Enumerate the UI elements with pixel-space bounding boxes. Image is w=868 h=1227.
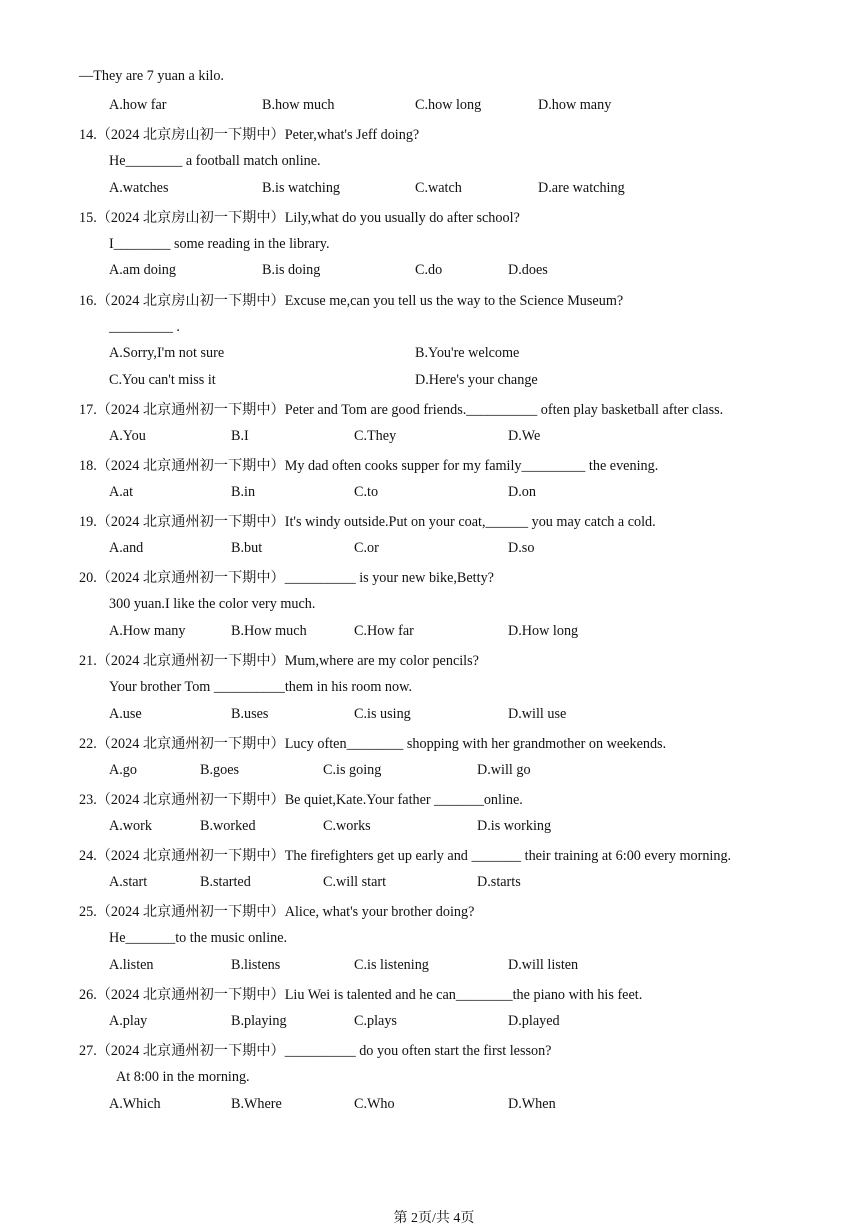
option-c: C.plays [354,1013,397,1029]
question-18: 18.（2024 北京通州初一下期中）My dad often cooks supper for my family_________ the evening. [79,458,659,474]
option-a: A.watches [109,180,169,196]
option-d: D.so [508,540,535,556]
question-27: 27.（2024 北京通州初一下期中）__________ do you often start the first lesson? [79,1043,552,1059]
option-d: D.is working [477,818,552,834]
option-a: A.listen [109,957,154,973]
option-a: A.start [109,874,148,890]
options-row [0,874,868,894]
option-c: C.do [415,262,443,278]
option-d: D.How long [508,623,579,639]
question-15: 15.（2024 北京房山初一下期中）Lily,what do you usually do after school? [79,210,520,226]
option-b: B.listens [231,957,281,973]
option-b: B.but [231,540,263,556]
options-row [0,818,868,838]
option-b: B.is doing [262,262,321,278]
option-a: A.work [109,818,152,834]
option-d: D.We [508,428,541,444]
option-a: A.Sorry,I'm not sure [109,345,225,361]
question-14: 14.（2024 北京房山初一下期中）Peter,what's Jeff doing? [79,127,420,143]
option-c: C.How far [354,623,414,639]
option-c: C.Who [354,1096,395,1112]
option-b: B.in [231,484,256,500]
question-16: 16.（2024 北京房山初一下期中）Excuse me,can you tell us the way to the Science Museum? [79,293,624,309]
question-23: 23.（2024 北京通州初一下期中）Be quiet,Kate.Your father _______online. [79,792,523,808]
options-row [0,1013,868,1033]
option-d: D.on [508,484,536,500]
option-d: D.When [508,1096,556,1112]
options-row [0,97,868,117]
option-a: A.You [109,428,146,444]
option-d: D.does [508,262,548,278]
options-row [0,428,868,448]
options-row [0,957,868,977]
option-a: A.How many [109,623,186,639]
option-b: B.is watching [262,180,341,196]
answer-line: 300 yuan.I like the color very much. [109,596,316,612]
option-b: B.You're welcome [415,345,520,361]
option-b: B.how much [262,97,335,113]
options-row [0,484,868,504]
answer-line: At 8:00 in the morning. [116,1069,250,1085]
options-row [0,540,868,560]
option-b: B.playing [231,1013,287,1029]
option-a: A.and [109,540,144,556]
answer-line: Your brother Tom __________them in his room now. [109,679,412,695]
option-d: D.Here's your change [415,372,538,388]
option-b: B.uses [231,706,269,722]
option-a: A.at [109,484,134,500]
option-b: B.worked [200,818,256,834]
option-a: A.am doing [109,262,176,278]
answer-line: He_______to the music online. [109,930,288,946]
question-19: 19.（2024 北京通州初一下期中）It's windy outside.Put on your coat,______ you may catch a cold. [79,514,656,530]
option-d: D.will go [477,762,531,778]
answer-line: I________ some reading in the library. [109,236,330,252]
option-b: B.Where [231,1096,282,1112]
options-row [0,706,868,726]
option-b: B.I [231,428,249,444]
question-25: 25.（2024 北京通州初一下期中）Alice, what's your brother doing? [79,904,475,920]
option-b: B.started [200,874,251,890]
option-c: C.is going [323,762,382,778]
option-c: C.is listening [354,957,429,973]
options-row [0,762,868,782]
option-d: D.are watching [538,180,625,196]
option-c: C.is using [354,706,411,722]
options-row [0,623,868,643]
answer-line: He________ a football match online. [109,153,321,169]
option-d: D.starts [477,874,521,890]
option-c: C.to [354,484,379,500]
option-c: C.will start [323,874,387,890]
option-d: D.will listen [508,957,579,973]
option-a: A.play [109,1013,148,1029]
option-c: C.They [354,428,397,444]
answer-line: _________ . [109,319,180,335]
question-20: 20.（2024 北京通州初一下期中）__________ is your new bike,Betty? [79,570,494,586]
option-a: A.Which [109,1096,161,1112]
answer-line: —They are 7 yuan a kilo. [79,68,224,84]
question-24: 24.（2024 北京通州初一下期中）The firefighters get up early and _______ their training at 6:00 every morning. [79,848,732,864]
page-footer: 第 2页/共 4页 [393,1211,475,1226]
option-d: D.played [508,1013,560,1029]
question-26: 26.（2024 北京通州初一下期中）Liu Wei is talented and he can________the piano with his feet. [79,987,643,1003]
question-21: 21.（2024 北京通州初一下期中）Mum,where are my color pencils? [79,653,479,669]
option-a: A.go [109,762,137,778]
option-b: B.How much [231,623,307,639]
option-b: B.goes [200,762,240,778]
option-c: C.or [354,540,379,556]
question-22: 22.（2024 北京通州初一下期中）Lucy often________ shopping with her grandmother on weekends. [79,736,667,752]
options-row [0,180,868,200]
options-row [0,372,868,392]
option-d: D.how many [538,97,612,113]
option-c: C.watch [415,180,462,196]
option-c: C.how long [415,97,482,113]
option-a: A.use [109,706,142,722]
question-17: 17.（2024 北京通州初一下期中）Peter and Tom are good friends.__________ often play basketball after class. [79,402,724,418]
option-c: C.works [323,818,371,834]
option-c: C.You can't miss it [109,372,216,388]
options-row [0,262,868,282]
option-d: D.will use [508,706,567,722]
options-row [0,345,868,365]
options-row [0,1096,868,1116]
option-a: A.how far [109,97,167,113]
